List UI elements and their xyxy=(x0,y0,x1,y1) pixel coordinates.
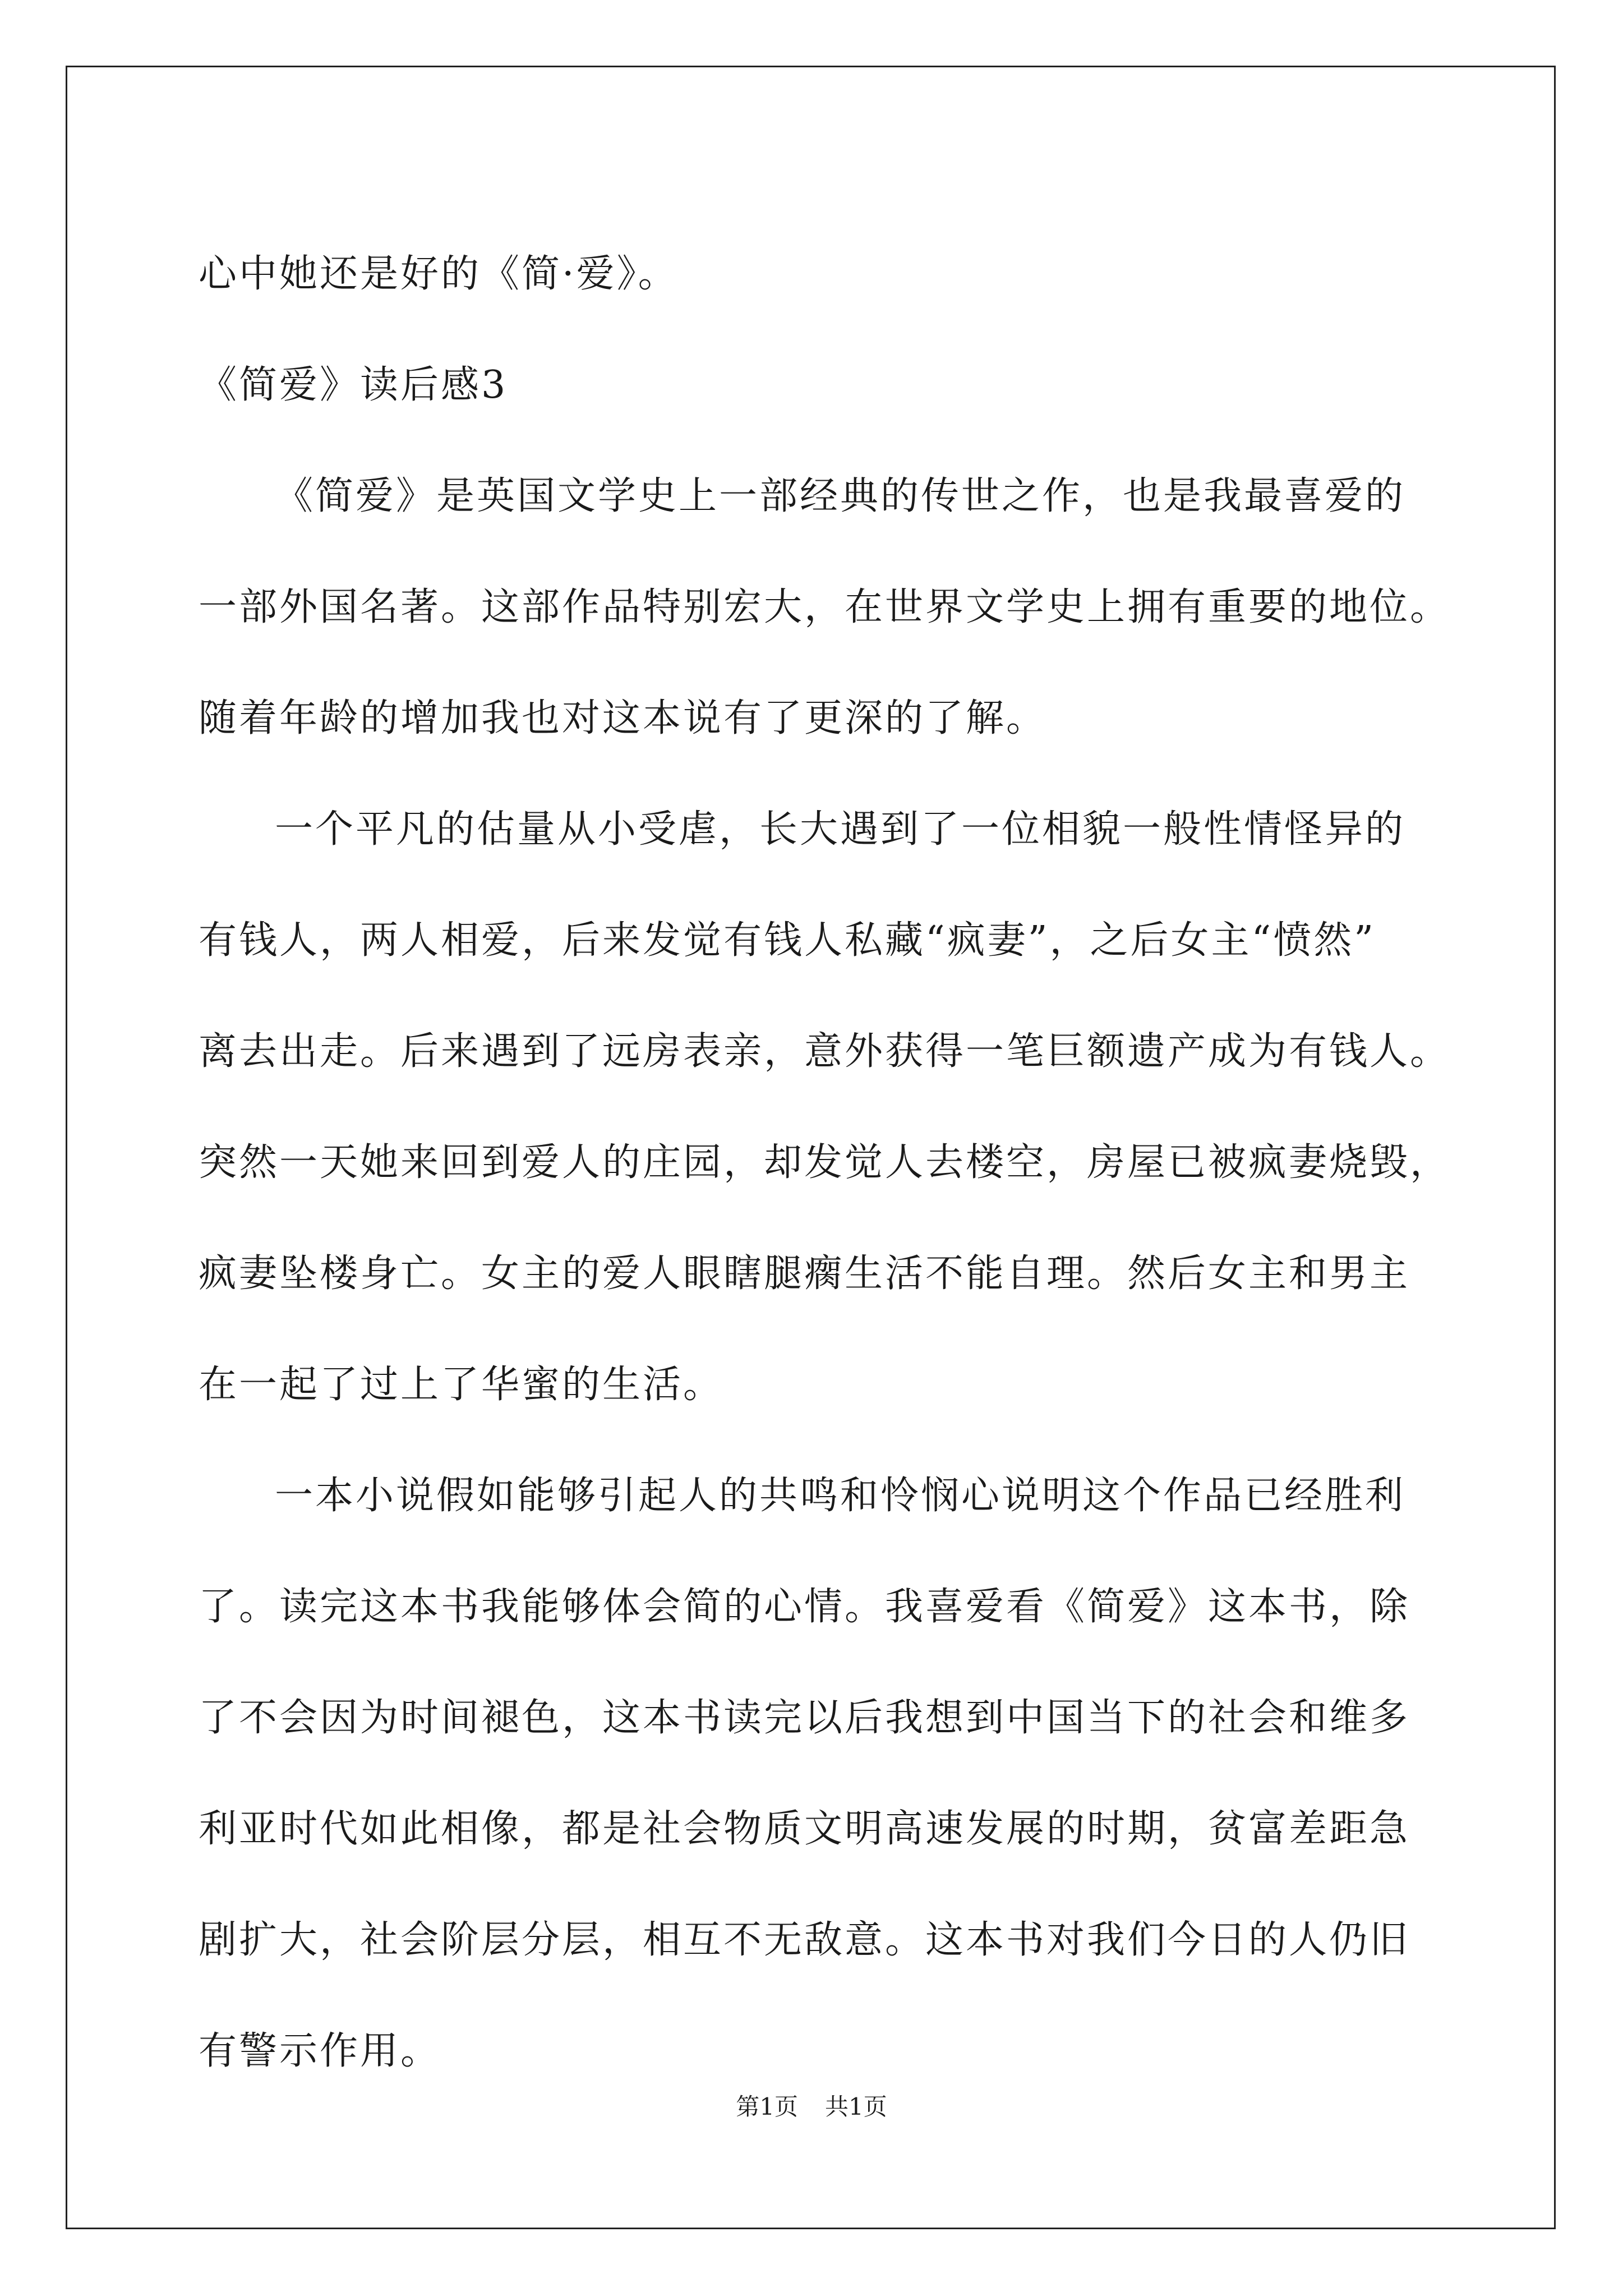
paragraph-line: 一本小说假如能够引起人的共鸣和怜悯心说明这个作品已经胜利 xyxy=(275,1474,1406,1518)
paragraph-line: 利亚时代如此相像，都是社会物质文明高速发展的时期，贫富差距急 xyxy=(199,1807,1410,1851)
paragraph-line: 突然一天她来回到爱人的庄园，却发觉人去楼空，房屋已被疯妻烧毁， xyxy=(199,1140,1451,1185)
paragraph-1 xyxy=(199,441,1451,774)
paragraph-line: 在一起了过上了华蜜的生活。 xyxy=(199,1363,724,1407)
paragraph-line: 疯妻坠楼身亡。女主的爱人眼瞎腿瘸生活不能自理。然后女主和男主 xyxy=(199,1251,1410,1296)
paragraph-line: 有钱人，两人相爱，后来发觉有钱人私藏“疯妻”，之后女主“愤然” xyxy=(199,918,1376,963)
paragraph-line: 离去出走。后来遇到了远房表亲，意外获得一笔巨额遗产成为有钱人。 xyxy=(199,1029,1451,1074)
section-title: 《简爱》读后感3 xyxy=(199,363,508,407)
continuation-line: 心中她还是好的《简·爱》。 xyxy=(199,252,679,296)
paragraph-line: 随着年龄的增加我也对这本说有了更深的了解。 xyxy=(199,696,1047,740)
paragraph-line: 了不会因为时间褪色，这本书读完以后我想到中国当下的社会和维多 xyxy=(199,1696,1410,1740)
page-total: 共1页 xyxy=(825,2093,887,2120)
paragraph-line: 一部外国名著。这部作品特别宏大，在世界文学史上拥有重要的地位。 xyxy=(199,585,1451,629)
paragraph-line: 《简爱》是英国文学史上一部经典的传世之作，也是我最喜爱的 xyxy=(275,474,1406,518)
paragraph-line: 有警示作用。 xyxy=(199,2029,441,2073)
paragraph-3 xyxy=(199,1441,1432,2107)
page-number: 第1页 xyxy=(736,2093,798,2120)
paragraph-line: 剧扩大，社会阶层分层，相互不无敌意。这本书对我们今日的人仍旧 xyxy=(199,1918,1410,1962)
page-footer xyxy=(0,2090,1623,2124)
paragraph-line: 了。读完这本书我能够体会简的心情。我喜爱看《简爱》这本书，除 xyxy=(199,1585,1410,1629)
paragraph-line: 一个平凡的估量从小受虐，长大遇到了一位相貌一般性情怪异的 xyxy=(275,807,1406,852)
paragraph-2 xyxy=(199,774,1451,1441)
document-body xyxy=(199,219,1451,2107)
